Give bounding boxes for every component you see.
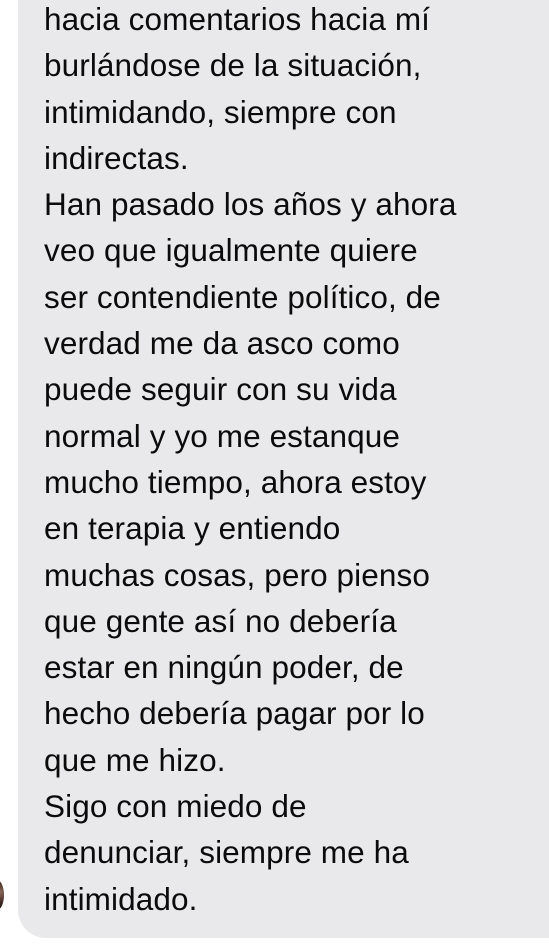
message-line: normal y yo me estanque (44, 417, 400, 454)
message-line: indirectas. (44, 139, 189, 176)
message-line: intimidado. (44, 880, 198, 917)
message-line: que gente así no debería (44, 602, 397, 639)
message-line: denunciar, siempre me ha (44, 834, 409, 871)
sender-avatar-icon[interactable] (0, 880, 4, 910)
message-line: intimidando, siempre con (44, 93, 397, 130)
message-line: burlándose de la situación, (44, 47, 422, 84)
message-text (44, 0, 544, 922)
message-line: Han pasado los años y ahora (44, 186, 457, 223)
message-line: Sigo con miedo de (44, 788, 307, 825)
message-line: hecho debería pagar por lo (44, 695, 425, 732)
message-line: estar en ningún poder, de (44, 649, 404, 686)
message-line: muchas cosas, pero pienso (44, 556, 430, 593)
message-line: puede seguir con su vida (44, 371, 397, 408)
message-line: veo que igualmente quiere (44, 232, 418, 269)
message-line: ser contendiente político, de (44, 278, 441, 315)
message-line: mucho tiempo, ahora estoy (44, 463, 427, 500)
message-line: en terapia y entiendo (44, 510, 341, 547)
message-line: que me hizo. (44, 741, 226, 778)
message-line: hacia comentarios hacia mí (44, 1, 431, 37)
message-line: verdad me da asco como (44, 325, 400, 362)
